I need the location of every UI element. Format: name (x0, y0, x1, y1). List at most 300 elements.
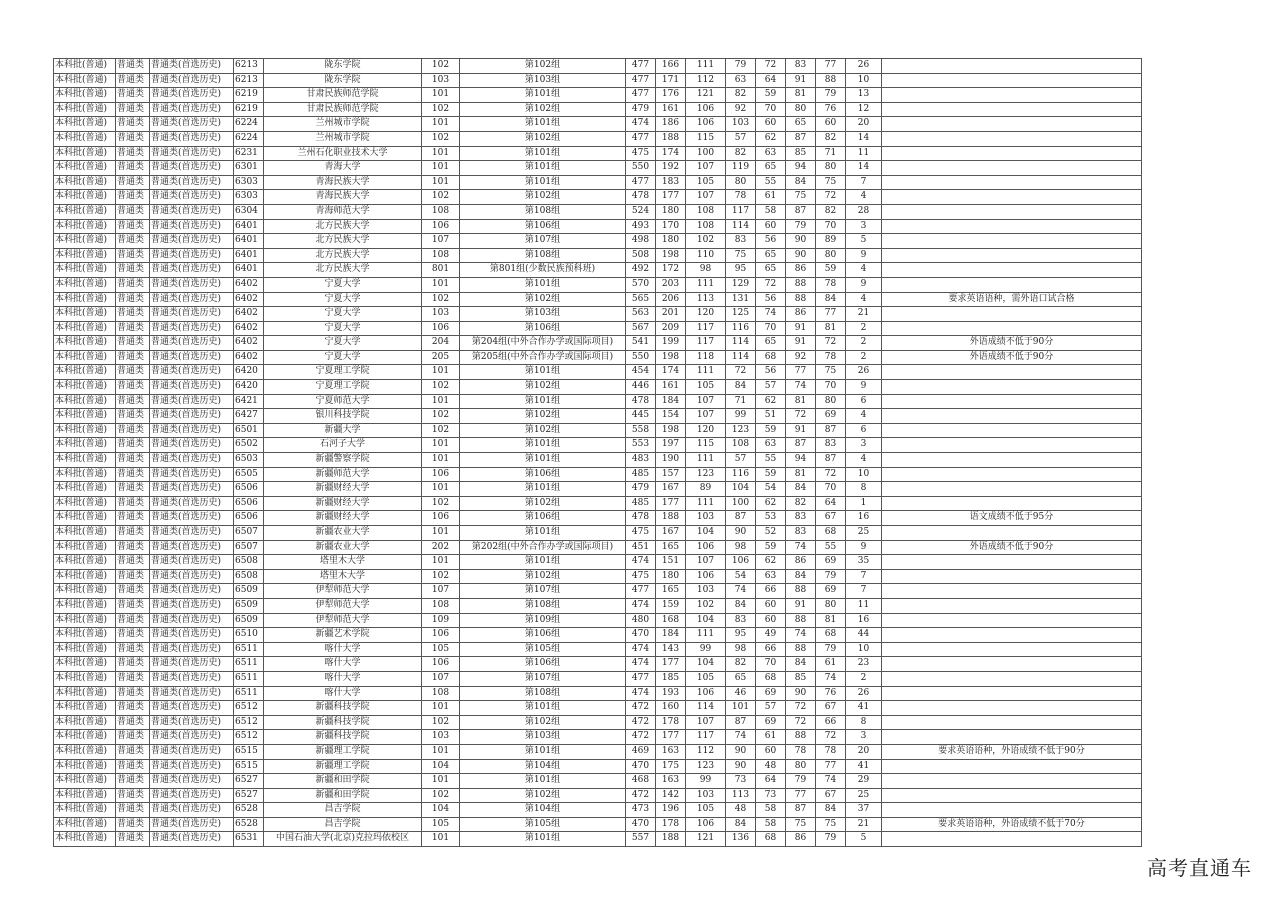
remark-cell: 外语成绩不低于90分 (882, 350, 1142, 365)
score-c-cell: 65 (726, 671, 756, 686)
group-name-cell: 第104组 (460, 803, 626, 818)
category-cell: 普通类 (116, 511, 150, 526)
batch-cell: 本科批(普通) (54, 555, 116, 570)
score-e-cell: 75 (786, 190, 816, 205)
group-code-cell: 103 (422, 730, 460, 745)
school-name-cell: 伊犁师范大学 (264, 598, 422, 613)
total-score-cell: 477 (626, 584, 656, 599)
group-name-cell: 第101组 (460, 453, 626, 468)
group-code-cell: 106 (422, 511, 460, 526)
score-b-cell: 105 (686, 175, 726, 190)
score-d-cell: 72 (756, 277, 786, 292)
school-code-cell: 6527 (234, 788, 264, 803)
batch-cell: 本科批(普通) (54, 380, 116, 395)
score-d-cell: 58 (756, 817, 786, 832)
category-cell: 普通类 (116, 219, 150, 234)
group-name-cell: 第102组 (460, 409, 626, 424)
score-c-cell: 63 (726, 73, 756, 88)
plan-count-cell: 26 (846, 686, 882, 701)
score-a-cell: 186 (656, 117, 686, 132)
school-code-cell: 6528 (234, 803, 264, 818)
score-c-cell: 92 (726, 102, 756, 117)
batch-cell: 本科批(普通) (54, 292, 116, 307)
total-score-cell: 553 (626, 438, 656, 453)
subject-type-cell: 普通类(首选历史) (150, 511, 234, 526)
table-row (54, 759, 1142, 774)
score-f-cell: 60 (816, 117, 846, 132)
school-code-cell: 6506 (234, 511, 264, 526)
school-code-cell: 6528 (234, 817, 264, 832)
score-e-cell: 86 (786, 307, 816, 322)
score-c-cell: 72 (726, 365, 756, 380)
total-score-cell: 474 (626, 555, 656, 570)
school-code-cell: 6505 (234, 467, 264, 482)
plan-count-cell: 6 (846, 423, 882, 438)
score-a-cell: 177 (656, 730, 686, 745)
plan-count-cell: 5 (846, 234, 882, 249)
group-name-cell: 第101组 (460, 175, 626, 190)
group-code-cell: 101 (422, 365, 460, 380)
remark-cell (882, 453, 1142, 468)
group-name-cell: 第101组 (460, 161, 626, 176)
score-c-cell: 98 (726, 642, 756, 657)
score-f-cell: 81 (816, 613, 846, 628)
remark-cell (882, 423, 1142, 438)
score-e-cell: 90 (786, 248, 816, 263)
school-code-cell: 6301 (234, 161, 264, 176)
remark-cell (882, 774, 1142, 789)
plan-count-cell: 3 (846, 219, 882, 234)
remark-cell (882, 438, 1142, 453)
batch-cell: 本科批(普通) (54, 686, 116, 701)
total-score-cell: 492 (626, 263, 656, 278)
remark-cell: 语文成绩不低于95分 (882, 511, 1142, 526)
group-code-cell: 106 (422, 657, 460, 672)
total-score-cell: 483 (626, 453, 656, 468)
school-code-cell: 6213 (234, 59, 264, 74)
school-code-cell: 6531 (234, 832, 264, 847)
score-a-cell: 183 (656, 175, 686, 190)
score-d-cell: 60 (756, 744, 786, 759)
group-code-cell: 102 (422, 569, 460, 584)
table-row (54, 423, 1142, 438)
school-code-cell: 6527 (234, 774, 264, 789)
score-c-cell: 103 (726, 117, 756, 132)
plan-count-cell: 20 (846, 117, 882, 132)
score-b-cell: 120 (686, 307, 726, 322)
score-d-cell: 65 (756, 161, 786, 176)
score-f-cell: 68 (816, 628, 846, 643)
category-cell: 普通类 (116, 263, 150, 278)
category-cell: 普通类 (116, 482, 150, 497)
school-name-cell: 中国石油大学(北京)克拉玛依校区 (264, 832, 422, 847)
group-code-cell: 101 (422, 744, 460, 759)
total-score-cell: 470 (626, 817, 656, 832)
subject-type-cell: 普通类(首选历史) (150, 175, 234, 190)
school-code-cell: 6510 (234, 628, 264, 643)
group-name-cell: 第106组 (460, 511, 626, 526)
batch-cell: 本科批(普通) (54, 263, 116, 278)
group-name-cell: 第104组 (460, 759, 626, 774)
score-b-cell: 106 (686, 117, 726, 132)
score-a-cell: 163 (656, 744, 686, 759)
school-code-cell: 6508 (234, 555, 264, 570)
subject-type-cell: 普通类(首选历史) (150, 204, 234, 219)
subject-type-cell: 普通类(首选历史) (150, 219, 234, 234)
score-f-cell: 69 (816, 584, 846, 599)
group-name-cell: 第107组 (460, 671, 626, 686)
total-score-cell: 472 (626, 730, 656, 745)
score-c-cell: 57 (726, 131, 756, 146)
subject-type-cell: 普通类(首选历史) (150, 657, 234, 672)
school-code-cell: 6219 (234, 102, 264, 117)
total-score-cell: 479 (626, 482, 656, 497)
remark-cell (882, 88, 1142, 103)
score-c-cell: 123 (726, 423, 756, 438)
school-code-cell: 6213 (234, 73, 264, 88)
score-f-cell: 80 (816, 161, 846, 176)
score-f-cell: 72 (816, 467, 846, 482)
batch-cell: 本科批(普通) (54, 788, 116, 803)
score-d-cell: 60 (756, 117, 786, 132)
group-name-cell: 第101组 (460, 526, 626, 541)
total-score-cell: 565 (626, 292, 656, 307)
plan-count-cell: 2 (846, 671, 882, 686)
group-name-cell: 第102组 (460, 496, 626, 511)
subject-type-cell: 普通类(首选历史) (150, 336, 234, 351)
total-score-cell: 480 (626, 613, 656, 628)
batch-cell: 本科批(普通) (54, 117, 116, 132)
plan-count-cell: 9 (846, 540, 882, 555)
score-d-cell: 62 (756, 131, 786, 146)
school-code-cell: 6401 (234, 219, 264, 234)
plan-count-cell: 7 (846, 175, 882, 190)
score-c-cell: 99 (726, 409, 756, 424)
school-name-cell: 甘肃民族师范学院 (264, 88, 422, 103)
school-name-cell: 兰州城市学院 (264, 117, 422, 132)
school-code-cell: 6402 (234, 292, 264, 307)
score-b-cell: 104 (686, 613, 726, 628)
score-c-cell: 79 (726, 59, 756, 74)
subject-type-cell: 普通类(首选历史) (150, 307, 234, 322)
score-c-cell: 136 (726, 832, 756, 847)
group-code-cell: 102 (422, 788, 460, 803)
remark-cell (882, 730, 1142, 745)
score-a-cell: 184 (656, 628, 686, 643)
group-name-cell: 第103组 (460, 307, 626, 322)
table-row (54, 380, 1142, 395)
remark-cell (882, 642, 1142, 657)
score-a-cell: 177 (656, 190, 686, 205)
subject-type-cell: 普通类(首选历史) (150, 131, 234, 146)
score-a-cell: 198 (656, 248, 686, 263)
score-a-cell: 168 (656, 613, 686, 628)
category-cell: 普通类 (116, 540, 150, 555)
group-code-cell: 106 (422, 628, 460, 643)
table-row (54, 701, 1142, 716)
table-row (54, 204, 1142, 219)
school-code-cell: 6420 (234, 380, 264, 395)
group-code-cell: 105 (422, 817, 460, 832)
score-a-cell: 193 (656, 686, 686, 701)
score-c-cell: 54 (726, 569, 756, 584)
subject-type-cell: 普通类(首选历史) (150, 482, 234, 497)
group-code-cell: 101 (422, 774, 460, 789)
group-name-cell: 第202组(中外合作办学或国际项目) (460, 540, 626, 555)
score-d-cell: 57 (756, 380, 786, 395)
subject-type-cell: 普通类(首选历史) (150, 409, 234, 424)
table-row (54, 628, 1142, 643)
score-e-cell: 83 (786, 526, 816, 541)
score-e-cell: 81 (786, 394, 816, 409)
score-d-cell: 72 (756, 59, 786, 74)
category-cell: 普通类 (116, 526, 150, 541)
school-code-cell: 6509 (234, 613, 264, 628)
score-d-cell: 70 (756, 321, 786, 336)
score-e-cell: 88 (786, 584, 816, 599)
group-name-cell: 第205组(中外合作办学或国际项目) (460, 350, 626, 365)
group-name-cell: 第109组 (460, 613, 626, 628)
score-b-cell: 99 (686, 774, 726, 789)
subject-type-cell: 普通类(首选历史) (150, 380, 234, 395)
remark-cell (882, 686, 1142, 701)
score-e-cell: 91 (786, 598, 816, 613)
group-name-cell: 第102组 (460, 715, 626, 730)
score-e-cell: 77 (786, 365, 816, 380)
plan-count-cell: 35 (846, 555, 882, 570)
score-e-cell: 91 (786, 321, 816, 336)
school-name-cell: 喀什大学 (264, 657, 422, 672)
school-name-cell: 青海民族大学 (264, 175, 422, 190)
remark-cell (882, 380, 1142, 395)
total-score-cell: 557 (626, 832, 656, 847)
score-b-cell: 102 (686, 234, 726, 249)
score-b-cell: 111 (686, 628, 726, 643)
group-name-cell: 第101组 (460, 88, 626, 103)
plan-count-cell: 2 (846, 350, 882, 365)
score-d-cell: 58 (756, 803, 786, 818)
score-e-cell: 74 (786, 540, 816, 555)
group-name-cell: 第101组 (460, 744, 626, 759)
remark-cell (882, 832, 1142, 847)
group-name-cell: 第108组 (460, 686, 626, 701)
table-row (54, 686, 1142, 701)
group-name-cell: 第101组 (460, 438, 626, 453)
group-name-cell: 第106组 (460, 467, 626, 482)
batch-cell: 本科批(普通) (54, 102, 116, 117)
group-name-cell: 第106组 (460, 219, 626, 234)
batch-cell: 本科批(普通) (54, 817, 116, 832)
score-f-cell: 83 (816, 438, 846, 453)
group-code-cell: 102 (422, 409, 460, 424)
school-name-cell: 新疆和田学院 (264, 774, 422, 789)
score-f-cell: 78 (816, 350, 846, 365)
score-e-cell: 91 (786, 423, 816, 438)
score-f-cell: 75 (816, 817, 846, 832)
table-row (54, 146, 1142, 161)
score-c-cell: 87 (726, 511, 756, 526)
total-score-cell: 477 (626, 88, 656, 103)
total-score-cell: 477 (626, 131, 656, 146)
remark-cell (882, 803, 1142, 818)
plan-count-cell: 4 (846, 263, 882, 278)
score-f-cell: 72 (816, 190, 846, 205)
score-b-cell: 99 (686, 642, 726, 657)
score-b-cell: 123 (686, 759, 726, 774)
school-code-cell: 6421 (234, 394, 264, 409)
score-f-cell: 55 (816, 540, 846, 555)
batch-cell: 本科批(普通) (54, 803, 116, 818)
school-name-cell: 新疆科技学院 (264, 715, 422, 730)
score-e-cell: 75 (786, 817, 816, 832)
school-name-cell: 宁夏理工学院 (264, 380, 422, 395)
table-row (54, 321, 1142, 336)
group-code-cell: 101 (422, 482, 460, 497)
table-row (54, 671, 1142, 686)
school-name-cell: 伊犁师范大学 (264, 613, 422, 628)
total-score-cell: 474 (626, 642, 656, 657)
category-cell: 普通类 (116, 774, 150, 789)
school-code-cell: 6502 (234, 438, 264, 453)
category-cell: 普通类 (116, 657, 150, 672)
score-d-cell: 70 (756, 657, 786, 672)
score-a-cell: 163 (656, 774, 686, 789)
score-b-cell: 117 (686, 730, 726, 745)
score-e-cell: 87 (786, 438, 816, 453)
table-row (54, 219, 1142, 234)
school-name-cell: 新疆科技学院 (264, 701, 422, 716)
group-name-cell: 第106组 (460, 321, 626, 336)
score-d-cell: 63 (756, 438, 786, 453)
score-d-cell: 68 (756, 671, 786, 686)
table-row (54, 715, 1142, 730)
score-f-cell: 79 (816, 832, 846, 847)
total-score-cell: 470 (626, 628, 656, 643)
group-name-cell: 第106组 (460, 657, 626, 672)
group-name-cell: 第801组(少数民族预科班) (460, 263, 626, 278)
table-row (54, 453, 1142, 468)
score-e-cell: 87 (786, 131, 816, 146)
batch-cell: 本科批(普通) (54, 365, 116, 380)
score-e-cell: 90 (786, 234, 816, 249)
score-b-cell: 108 (686, 204, 726, 219)
group-name-cell: 第101组 (460, 394, 626, 409)
score-c-cell: 106 (726, 555, 756, 570)
score-f-cell: 84 (816, 292, 846, 307)
score-e-cell: 87 (786, 803, 816, 818)
group-code-cell: 102 (422, 292, 460, 307)
school-code-cell: 6512 (234, 701, 264, 716)
remark-cell (882, 598, 1142, 613)
score-b-cell: 103 (686, 788, 726, 803)
score-b-cell: 107 (686, 555, 726, 570)
school-code-cell: 6511 (234, 642, 264, 657)
score-e-cell: 72 (786, 409, 816, 424)
remark-cell (882, 102, 1142, 117)
score-b-cell: 104 (686, 526, 726, 541)
plan-count-cell: 9 (846, 380, 882, 395)
batch-cell: 本科批(普通) (54, 73, 116, 88)
score-d-cell: 60 (756, 598, 786, 613)
group-code-cell: 107 (422, 234, 460, 249)
score-b-cell: 115 (686, 438, 726, 453)
score-c-cell: 73 (726, 774, 756, 789)
school-name-cell: 北方民族大学 (264, 263, 422, 278)
group-code-cell: 101 (422, 701, 460, 716)
score-b-cell: 112 (686, 744, 726, 759)
plan-count-cell: 26 (846, 59, 882, 74)
school-code-cell: 6420 (234, 365, 264, 380)
score-b-cell: 105 (686, 380, 726, 395)
score-c-cell: 82 (726, 88, 756, 103)
category-cell: 普通类 (116, 321, 150, 336)
admission-score-table (53, 58, 1142, 847)
score-a-cell: 188 (656, 511, 686, 526)
plan-count-cell: 29 (846, 774, 882, 789)
group-code-cell: 106 (422, 219, 460, 234)
remark-cell (882, 526, 1142, 541)
score-e-cell: 88 (786, 642, 816, 657)
batch-cell: 本科批(普通) (54, 204, 116, 219)
score-f-cell: 68 (816, 526, 846, 541)
school-name-cell: 宁夏大学 (264, 307, 422, 322)
category-cell: 普通类 (116, 744, 150, 759)
group-name-cell: 第102组 (460, 569, 626, 584)
category-cell: 普通类 (116, 803, 150, 818)
group-code-cell: 104 (422, 803, 460, 818)
group-code-cell: 101 (422, 832, 460, 847)
score-d-cell: 58 (756, 204, 786, 219)
school-name-cell: 银川科技学院 (264, 409, 422, 424)
score-e-cell: 74 (786, 628, 816, 643)
group-code-cell: 102 (422, 131, 460, 146)
plan-count-cell: 23 (846, 657, 882, 672)
remark-cell (882, 467, 1142, 482)
category-cell: 普通类 (116, 161, 150, 176)
batch-cell: 本科批(普通) (54, 613, 116, 628)
batch-cell: 本科批(普通) (54, 832, 116, 847)
score-a-cell: 206 (656, 292, 686, 307)
school-name-cell: 新疆农业大学 (264, 526, 422, 541)
category-cell: 普通类 (116, 234, 150, 249)
score-e-cell: 90 (786, 686, 816, 701)
group-code-cell: 109 (422, 613, 460, 628)
score-c-cell: 75 (726, 248, 756, 263)
table-row (54, 817, 1142, 832)
score-b-cell: 105 (686, 671, 726, 686)
score-e-cell: 72 (786, 715, 816, 730)
score-b-cell: 108 (686, 219, 726, 234)
school-code-cell: 6224 (234, 117, 264, 132)
category-cell: 普通类 (116, 686, 150, 701)
subject-type-cell: 普通类(首选历史) (150, 730, 234, 745)
score-d-cell: 52 (756, 526, 786, 541)
plan-count-cell: 9 (846, 248, 882, 263)
school-name-cell: 新疆农业大学 (264, 540, 422, 555)
score-e-cell: 85 (786, 671, 816, 686)
category-cell: 普通类 (116, 613, 150, 628)
subject-type-cell: 普通类(首选历史) (150, 365, 234, 380)
total-score-cell: 524 (626, 204, 656, 219)
school-name-cell: 青海大学 (264, 161, 422, 176)
score-d-cell: 65 (756, 336, 786, 351)
plan-count-cell: 21 (846, 307, 882, 322)
subject-type-cell: 普通类(首选历史) (150, 88, 234, 103)
score-e-cell: 81 (786, 467, 816, 482)
plan-count-cell: 41 (846, 759, 882, 774)
score-e-cell: 85 (786, 146, 816, 161)
score-e-cell: 94 (786, 161, 816, 176)
